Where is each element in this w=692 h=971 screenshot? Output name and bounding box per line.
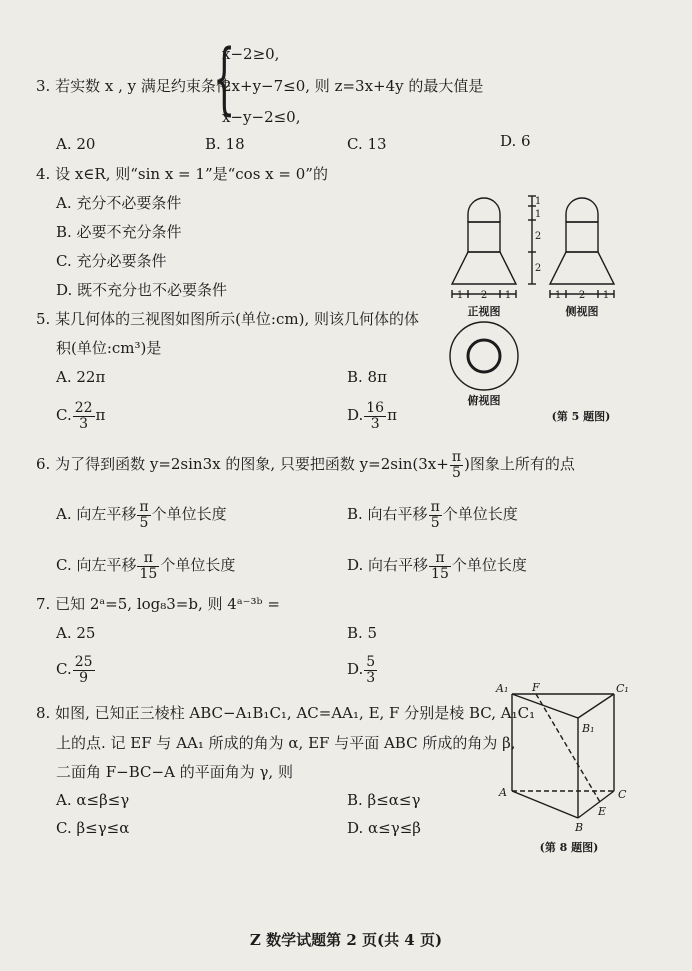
q3-option-d: D. 6: [500, 132, 531, 150]
front-view-shape: [452, 198, 516, 284]
side-view-shape: [550, 198, 614, 284]
q4-option-d: D. 既不充分也不必要条件: [56, 281, 228, 299]
q3-brace: {: [213, 34, 236, 124]
label-b1: B₁: [582, 722, 595, 735]
q8-stem-line2: 上的点. 记 EF 与 AA₁ 所成的角为 α, EF 与平面 ABC 所成的角为 β,: [56, 734, 516, 752]
q6-option-b: B. 向右平移 $\frac{\pi}{5}$ 个单位长度: [347, 498, 518, 531]
dim-h-side-2: 2: [578, 290, 586, 301]
front-view-label: 正视图: [467, 305, 501, 318]
top-view-outer-circle: [450, 322, 518, 390]
q5-stem-line2: 积(单位:cm³)是: [56, 339, 162, 357]
q6-option-c: C. 向左平移 $\frac{\pi}{15}$ 个单位长度: [56, 549, 236, 582]
q6-option-a: A. 向左平移 $\frac{\pi}{5}$ 个单位长度: [56, 498, 227, 531]
label-f: F: [532, 681, 540, 694]
q5-option-b: B. 8π: [347, 368, 387, 386]
q8-option-b: B. β≤α≤γ: [347, 791, 421, 809]
dim-h-front-1: 1: [456, 290, 464, 301]
q8-option-d: D. α≤γ≤β: [347, 819, 421, 837]
q8-prism-figure: [488, 678, 638, 858]
q5-option-a: A. 22π: [56, 368, 106, 386]
q6-stem: 6. 为了得到函数 y=2sin3x 的图象, 只要把函数 y=2sin(3x+ $\frac{\pi}{5}$ )图象上所有的点: [36, 448, 575, 481]
q3-stem: 3. 若实数 x , y 满足约束条件: [36, 77, 231, 95]
label-e: E: [598, 805, 607, 818]
dim-v-1a: 1: [534, 196, 542, 207]
label-b: B: [575, 821, 584, 834]
q8-option-a: A. α≤β≤γ: [56, 791, 130, 809]
q7-stem: 7. 已知 2ᵃ=5, log₈3=b, 则 4ᵃ⁻³ᵇ =: [36, 595, 280, 613]
dim-h-front-3: 1: [504, 290, 512, 301]
q3-constraint-3: x−y−2≤0,: [222, 108, 301, 126]
label-a: A: [499, 786, 507, 799]
label-c1: C₁: [616, 682, 629, 695]
label-a1: A₁: [496, 682, 509, 695]
q8-option-c: C. β≤γ≤α: [56, 819, 130, 837]
q5-stem-line1: 5. 某几何体的三视图如图所示(单位:cm), 则该几何体的体: [36, 310, 420, 328]
q3-option-b: B. 18: [205, 135, 245, 153]
q7-option-a: A. 25: [56, 624, 96, 642]
dim-h-front-2: 2: [480, 290, 488, 301]
q3-constraint-1: x−2≥0,: [222, 45, 280, 63]
q5-option-c: C. $\frac{22}{3}$ π: [56, 399, 106, 432]
q3-option-c: C. 13: [347, 135, 387, 153]
dim-v-1b: 1: [534, 209, 542, 220]
q7-option-b: B. 5: [347, 624, 378, 642]
side-view-label: 侧视图: [565, 305, 599, 318]
page-footer: Z 数学试题第 2 页(共 4 页): [249, 931, 443, 949]
dim-v-2a: 2: [534, 231, 542, 242]
dim-h-side-1: 1: [554, 290, 562, 301]
q4-stem: 4. 设 x∈R, 则“sin x = 1”是“cos x = 0”的: [36, 165, 328, 183]
q8-figure-caption: (第 8 题图): [539, 841, 599, 854]
q5-figure-caption: (第 5 题图): [551, 410, 611, 423]
q8-stem-line3: 二面角 F−BC−A 的平面角为 γ, 则: [56, 763, 293, 781]
dim-h-side-3: 1: [602, 290, 610, 301]
q5-option-d: D. $\frac{16}{3}$ π: [347, 399, 397, 432]
q6-option-d: D. 向右平移 $\frac{\pi}{15}$ 个单位长度: [347, 549, 527, 582]
q4-option-a: A. 充分不必要条件: [56, 194, 182, 212]
q5-three-views-figure: [430, 190, 630, 430]
q8-stem-line1: 8. 如图, 已知正三棱柱 ABC−A₁B₁C₁, AC=AA₁, E, F 分别是棱 BC, A₁C₁: [36, 704, 536, 722]
q4-option-c: C. 充分必要条件: [56, 252, 167, 270]
q7-option-d: D. $\frac{5}{3}$: [347, 653, 376, 686]
q3-option-a: A. 20: [56, 135, 96, 153]
q7-option-c: C. $\frac{25}{9}$: [56, 653, 93, 686]
q3-constraint-2: 2x+y−7≤0, 则 z=3x+4y 的最大值是: [222, 77, 484, 95]
top-view-label: 俯视图: [467, 394, 501, 407]
dim-v-2b: 2: [534, 263, 542, 274]
label-c: C: [618, 788, 627, 801]
top-view-inner-circle: [468, 340, 500, 372]
q4-option-b: B. 必要不充分条件: [56, 223, 182, 241]
